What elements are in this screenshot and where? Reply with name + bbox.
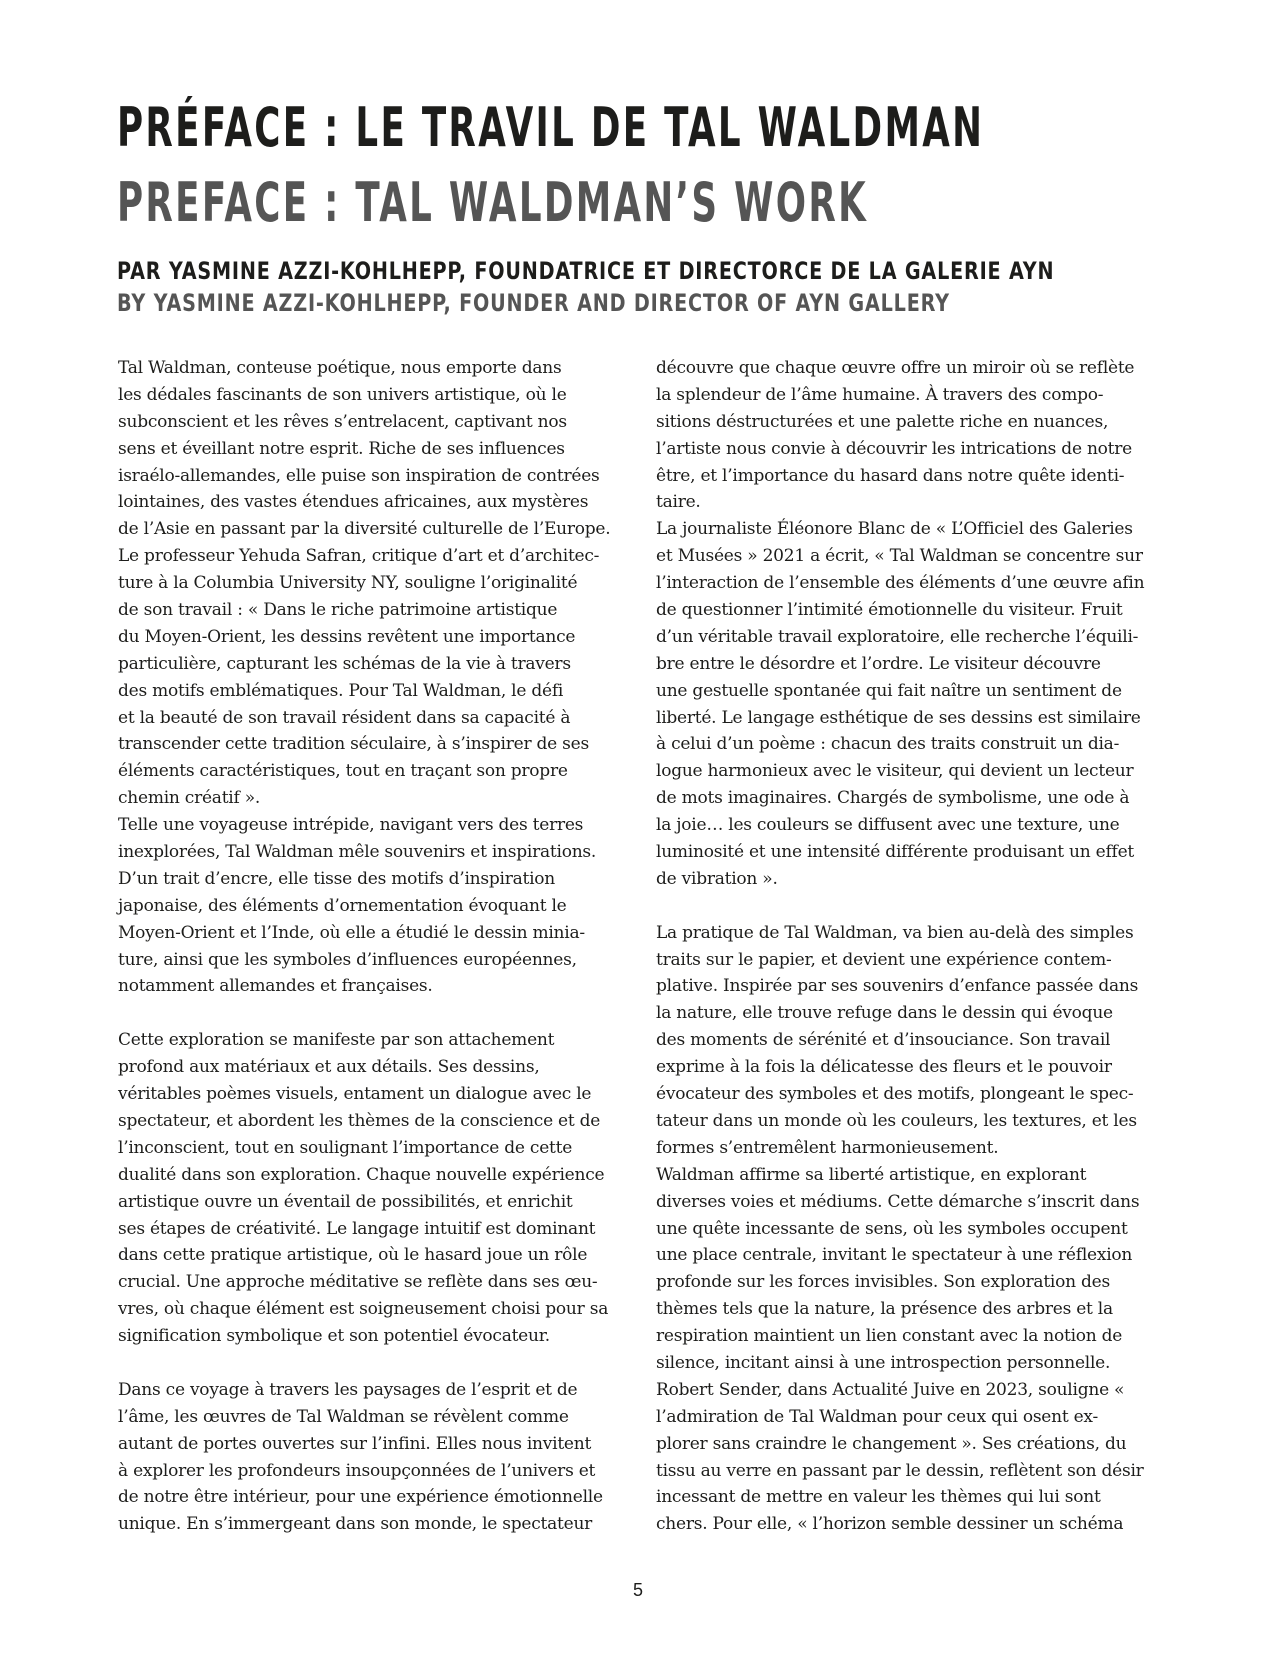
text-line: respiration maintient un lien constant avec la notion de	[656, 1326, 1123, 1347]
text-line: Robert Sender, dans Actualité Juive en 2023, souligne «	[656, 1379, 1125, 1400]
text-line: la nature, elle trouve refuge dans le dessin qui évoque	[656, 1003, 1113, 1024]
text-line: les dédales fascinants de son univers artistique, où le	[118, 384, 567, 405]
text-line: tissu au verre en passant par le dessin, reflètent son désir	[656, 1460, 1144, 1481]
text-line: dualité dans son exploration. Chaque nouvelle expérience	[118, 1164, 605, 1185]
text-line: l’artiste nous convie à découvrir les intrications de notre	[656, 438, 1132, 459]
text-line: sitions déstructurées et une palette riche en nuances,	[656, 411, 1109, 432]
text-line: formes s’entremêlent harmonieusement.	[656, 1137, 999, 1158]
text-line: véritables poèmes visuels, entament un dialogue avec le	[118, 1084, 592, 1105]
text-line: de mots imaginaires. Chargés de symbolisme, une ode à	[656, 788, 1130, 809]
text-line: lointaines, des vastes étendues africaines, aux mystères	[118, 492, 589, 513]
text-line: plorer sans craindre le changement ». Ses créations, du	[656, 1433, 1127, 1454]
text-line: l’interaction de l’ensemble des éléments d’une œuvre afin	[656, 573, 1145, 594]
text-line: éléments caractéristiques, tout en traçant son propre	[118, 761, 568, 782]
text-line: incessant de mettre en valeur les thèmes qui lui sont	[656, 1487, 1101, 1508]
text-line: spectateur, et abordent les thèmes de la conscience et de	[118, 1110, 601, 1131]
text-line: Waldman affirme sa liberté artistique, en explorant	[656, 1164, 1087, 1185]
text-line: ture, ainsi que les symboles d’influences européennes,	[118, 949, 577, 970]
text-line: artistique ouvre un éventail de possibilités, et enrichit	[118, 1191, 573, 1212]
title-french: PRÉFACE : LE TRAVIL DE TAL WALDMAN	[117, 96, 985, 159]
text-line: d’un véritable travail exploratoire, elle recherche l’équili-	[656, 626, 1139, 647]
text-line: Tal Waldman, conteuse poétique, nous emporte dans	[118, 358, 562, 378]
text-line: découvre que chaque œuvre offre un miroir où se reflète	[656, 358, 1135, 378]
text-line: être, et l’importance du hasard dans notre quête identi-	[656, 465, 1125, 486]
text-line: exprime à la fois la délicatesse des fleurs et le pouvoir	[656, 1057, 1112, 1078]
text-line: liberté. Le langage esthétique de ses dessins est similaire	[656, 707, 1141, 728]
text-line: à celui d’un poème : chacun des traits construit un dia-	[656, 734, 1120, 755]
text-line: Le professeur Yehuda Safran, critique d’art et d’architec-	[118, 546, 600, 567]
text-line: israélo-allemandes, elle puise son inspiration de contrées	[118, 465, 600, 486]
text-line: taire.	[656, 492, 701, 513]
text-line: la joie… les couleurs se diffusent avec une texture, une	[656, 815, 1120, 836]
text-line: luminosité et une intensité différente produisant un effet	[656, 842, 1134, 863]
byline-english: BY YASMINE AZZI-KOHLHEPP, FOUNDER AND DIRECTOR OF AYN GALLERY	[117, 289, 950, 317]
text-line: plative. Inspirée par ses souvenirs d’enfance passée dans	[656, 976, 1139, 997]
text-line: de questionner l’intimité émotionnelle du visiteur. Fruit	[656, 600, 1123, 621]
text-line: chemin créatif ».	[118, 788, 261, 809]
text-line: évocateur des symboles et des motifs, plongeant le spec-	[656, 1084, 1134, 1105]
text-line: notamment allemandes et françaises.	[118, 976, 433, 997]
text-line: La pratique de Tal Waldman, va bien au-delà des simples	[656, 922, 1134, 943]
text-line: Moyen-Orient et l’Inde, où elle a étudié le dessin minia-	[118, 922, 585, 943]
text-line: de son travail : « Dans le riche patrimoine artistique	[118, 600, 558, 621]
text-line: du Moyen-Orient, les dessins revêtent une importance	[118, 626, 576, 647]
text-line: thèmes tels que la nature, la présence des arbres et la	[656, 1299, 1113, 1320]
text-line: silence, incitant ainsi à une introspection personnelle.	[656, 1352, 1111, 1373]
text-line: crucial. Une approche méditative se reflète dans ses œu-	[118, 1272, 598, 1293]
text-line: vres, où chaque élément est soigneusement choisi pour sa	[118, 1299, 609, 1320]
text-line: des moments de sérénité et d’insouciance. Son travail	[656, 1030, 1111, 1051]
text-line: bre entre le désordre et l’ordre. Le visiteur découvre	[656, 653, 1101, 674]
text-line: des motifs emblématiques. Pour Tal Waldman, le défi	[118, 680, 564, 701]
text-line: une gestuelle spontanée qui fait naître un sentiment de	[656, 680, 1122, 701]
text-line: de notre être intérieur, pour une expérience émotionnelle	[118, 1487, 603, 1508]
left-text-column	[118, 355, 638, 1538]
text-line: Telle une voyageuse intrépide, navigant vers des terres	[118, 815, 584, 836]
text-line: autant de portes ouvertes sur l’infini. Elles nous invitent	[118, 1433, 592, 1454]
text-line: et la beauté de son travail résident dans sa capacité à	[118, 707, 571, 728]
text-line: particulière, capturant les schémas de la vie à travers	[118, 653, 571, 674]
text-line: de vibration ».	[656, 868, 778, 889]
paragraph-spacer	[118, 1000, 638, 1027]
text-line: de l’Asie en passant par la diversité culturelle de l’Europe.	[118, 519, 611, 540]
text-line: D’un trait d’encre, elle tisse des motifs d’inspiration	[118, 868, 556, 889]
byline-french: PAR YASMINE AZZI-KOHLHEPP, FOUNDATRICE ET DIRECTORCE DE LA GALERIE AYN	[117, 257, 1055, 285]
text-line: une place centrale, invitant le spectateur à une réflexion	[656, 1245, 1133, 1266]
text-line: dans cette pratique artistique, où le hasard joue un rôle	[118, 1245, 588, 1266]
text-line: inexplorées, Tal Waldman mêle souvenirs et inspirations.	[118, 842, 597, 863]
text-line: et Musées » 2021 a écrit, « Tal Waldman se concentre sur	[656, 546, 1143, 567]
text-line: la splendeur de l’âme humaine. À travers des compo-	[656, 384, 1104, 405]
text-line: une quête incessante de sens, où les symboles occupent	[656, 1218, 1128, 1239]
text-line: traits sur le papier, et devient une expérience contem-	[656, 949, 1112, 970]
text-line: profond aux matériaux et aux détails. Ses dessins,	[118, 1057, 540, 1078]
text-line: ture à la Columbia University NY, souligne l’originalité	[118, 573, 578, 594]
text-line: à explorer les profondeurs insoupçonnées de l’univers et	[118, 1460, 596, 1481]
text-line: chers. Pour elle, « l’horizon semble dessiner un schéma	[656, 1514, 1124, 1535]
text-line: ses étapes de créativité. Le langage intuitif est dominant	[118, 1218, 596, 1239]
page-number: 5	[632, 1580, 643, 1600]
text-line: unique. En s’immergeant dans son monde, le spectateur	[118, 1514, 593, 1535]
text-line: logue harmonieux avec le visiteur, qui devient un lecteur	[656, 761, 1134, 782]
text-line: transcender cette tradition séculaire, à s’inspirer de ses	[118, 734, 589, 755]
text-line: l’inconscient, tout en soulignant l’importance de cette	[118, 1137, 573, 1158]
text-line: La journaliste Éléonore Blanc de « L’Officiel des Galeries	[656, 519, 1133, 540]
right-text-column	[656, 355, 1176, 1538]
text-line: signification symbolique et son potentiel évocateur.	[118, 1326, 550, 1347]
text-line: sens et éveillant notre esprit. Riche de ses influences	[118, 438, 565, 459]
text-line: diverses voies et médiums. Cette démarche s’inscrit dans	[656, 1191, 1140, 1212]
text-line: l’âme, les œuvres de Tal Waldman se révèlent comme	[118, 1406, 569, 1427]
paragraph-spacer	[656, 893, 1176, 920]
text-line: Dans ce voyage à travers les paysages de l’esprit et de	[118, 1379, 578, 1400]
text-line: Cette exploration se manifeste par son attachement	[118, 1030, 555, 1051]
text-line: profonde sur les forces invisibles. Son exploration des	[656, 1272, 1110, 1293]
text-line: tateur dans un monde où les couleurs, les textures, et les	[656, 1110, 1137, 1131]
text-line: l’admiration de Tal Waldman pour ceux qui osent ex-	[656, 1406, 1098, 1427]
paragraph-spacer	[118, 1350, 638, 1377]
text-line: japonaise, des éléments d’ornementation évoquant le	[118, 895, 567, 916]
title-english: PREFACE : TAL WALDMAN’S WORK	[117, 171, 868, 234]
text-line: subconscient et les rêves s’entrelacent, captivant nos	[118, 411, 567, 432]
